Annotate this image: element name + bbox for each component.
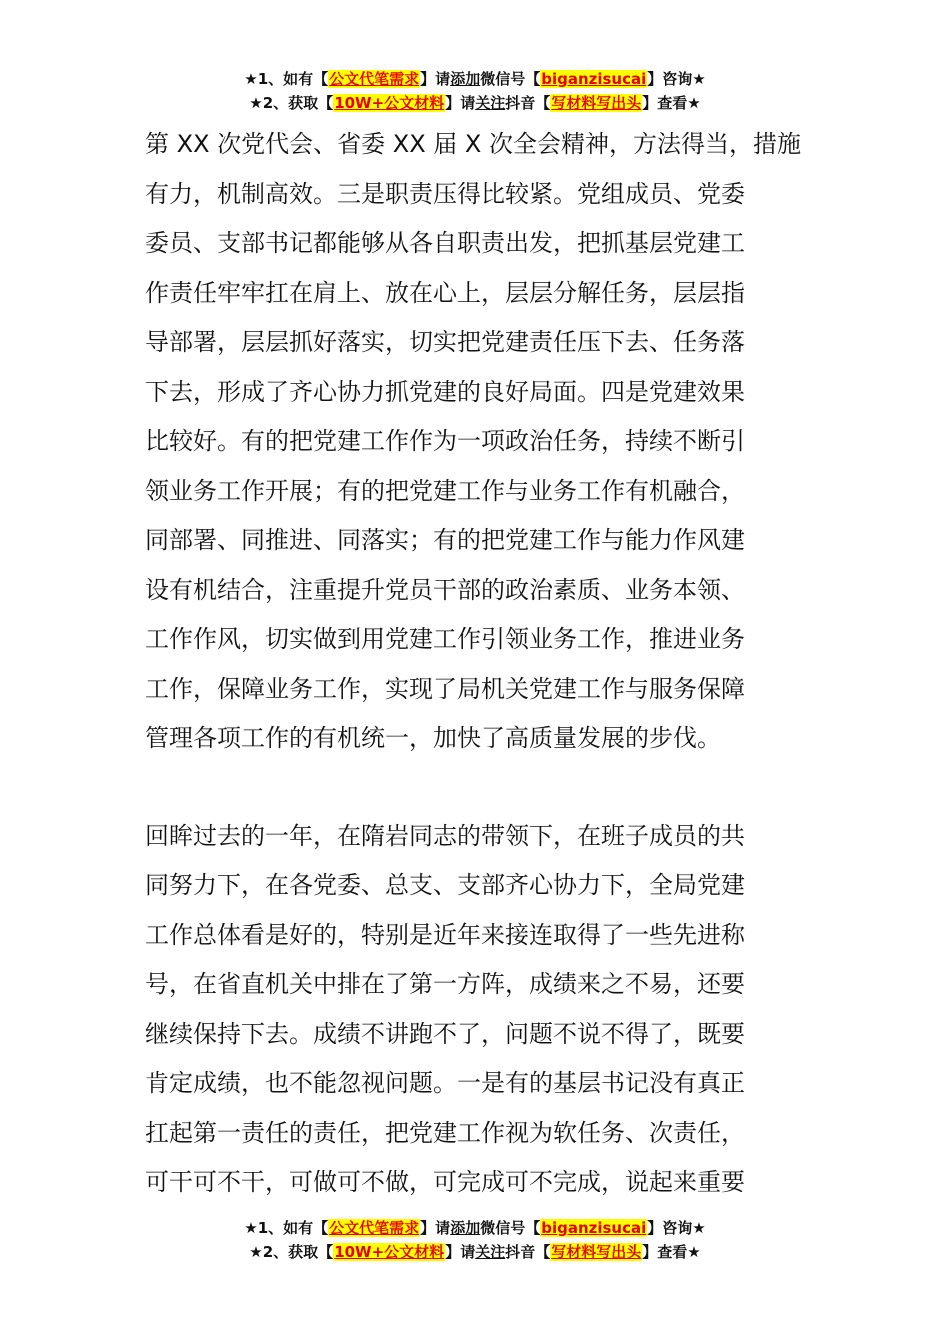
- banner-text: 】查看★: [642, 94, 701, 112]
- text-line: 有力，机制高效。三是职责压得比较紧。党组成员、党委: [145, 179, 745, 208]
- text-line: 第 XX 次党代会、省委 XX 届 X 次全会精神，方法得当，措施: [145, 130, 801, 158]
- text-line: 可干可不干，可做可不做，可完成可不完成，说起来重要: [145, 1168, 745, 1196]
- materials-highlight: 10W+公文材料: [334, 94, 445, 112]
- banner-emphasis: 添加: [450, 70, 481, 88]
- text-line: 领业务工作开展；有的把党建工作与业务工作有机融合，: [145, 476, 745, 505]
- wechat-id-highlight: biganzisucai: [541, 70, 647, 88]
- text-line: 管理各项工作的有机统一，加快了高质量发展的步伐。: [145, 724, 721, 752]
- footer-banner: [0, 1217, 950, 1265]
- banner-text: 抖音【: [505, 1243, 551, 1261]
- text-line: 继续保持下去。成绩不讲跑不了，问题不说不得了，既要: [145, 1019, 745, 1048]
- text-line: 肯定成绩，也不能忽视问题。一是有的基层书记没有真正: [145, 1069, 745, 1097]
- materials-highlight: 10W+公文材料: [334, 1243, 445, 1261]
- wechat-id-highlight: biganzisucai: [541, 1219, 647, 1237]
- service-highlight: 公文代笔需求: [329, 1219, 420, 1237]
- banner-text: 】请: [420, 70, 451, 88]
- banner-line-2: [0, 92, 950, 116]
- paragraph-1: [145, 120, 810, 764]
- douyin-account-highlight: 写材料写出头: [551, 94, 642, 112]
- text-line: 同部署、同推进、同落实；有的把党建工作与能力作风建: [145, 526, 745, 554]
- banner-text: 】咨询★: [647, 1219, 706, 1237]
- text-line: 设有机结合，注重提升党员干部的政治素质、业务本领、: [145, 575, 745, 604]
- text-line: 工作作风，切实做到用党建工作引领业务工作，推进业务: [145, 625, 745, 653]
- banner-text: 抖音【: [505, 94, 551, 112]
- text-line: 扛起第一责任的责任，把党建工作视为软任务、次责任，: [145, 1118, 745, 1147]
- banner-emphasis: 关注: [475, 1243, 506, 1261]
- text-line: 委员、支部书记都能够从各自职责出发，把抓基层党建工: [145, 229, 745, 257]
- banner-text: 】请: [420, 1219, 451, 1237]
- banner-text: ★2、获取【: [249, 1243, 334, 1261]
- text-line: 比较好。有的把党建工作作为一项政治任务，持续不断引: [145, 427, 745, 455]
- text-line: 工作，保障业务工作，实现了局机关党建工作与服务保障: [145, 674, 745, 703]
- banner-line-1: [0, 1217, 950, 1241]
- paragraph-spacer: [145, 764, 810, 812]
- banner-text: 】咨询★: [647, 70, 706, 88]
- text-line: 同努力下，在各党委、总支、支部齐心协力下，全局党建: [145, 871, 745, 899]
- banner-text: 】请: [445, 1243, 476, 1261]
- banner-text: 】请: [445, 94, 476, 112]
- banner-text: ★1、如有【: [244, 1219, 329, 1237]
- service-highlight: 公文代笔需求: [329, 70, 420, 88]
- banner-text: 微信号【: [480, 1219, 541, 1237]
- banner-line-2: [0, 1241, 950, 1265]
- paragraph-2: [145, 812, 810, 1208]
- text-line: 号，在省直机关中排在了第一方阵，成绩来之不易，还要: [145, 970, 745, 998]
- banner-emphasis: 关注: [475, 94, 506, 112]
- banner-line-1: [0, 68, 950, 92]
- document-body: [145, 120, 810, 1208]
- banner-text: ★2、获取【: [249, 94, 334, 112]
- banner-text: 】查看★: [642, 1243, 701, 1261]
- text-line: 导部署，层层抓好落实，切实把党建责任压下去、任务落: [145, 328, 745, 356]
- text-line: 作责任牢牢扛在肩上、放在心上，层层分解任务，层层指: [145, 278, 745, 307]
- douyin-account-highlight: 写材料写出头: [551, 1243, 642, 1261]
- banner-text: ★1、如有【: [244, 70, 329, 88]
- banner-text: 微信号【: [480, 70, 541, 88]
- banner-emphasis: 添加: [450, 1219, 481, 1237]
- text-line: 工作总体看是好的，特别是近年来接连取得了一些先进称: [145, 920, 745, 949]
- text-line: 下去，形成了齐心协力抓党建的良好局面。四是党建效果: [145, 377, 745, 406]
- header-banner: [0, 68, 950, 116]
- text-line: 回眸过去的一年，在隋岩同志的带领下，在班子成员的共: [145, 821, 745, 850]
